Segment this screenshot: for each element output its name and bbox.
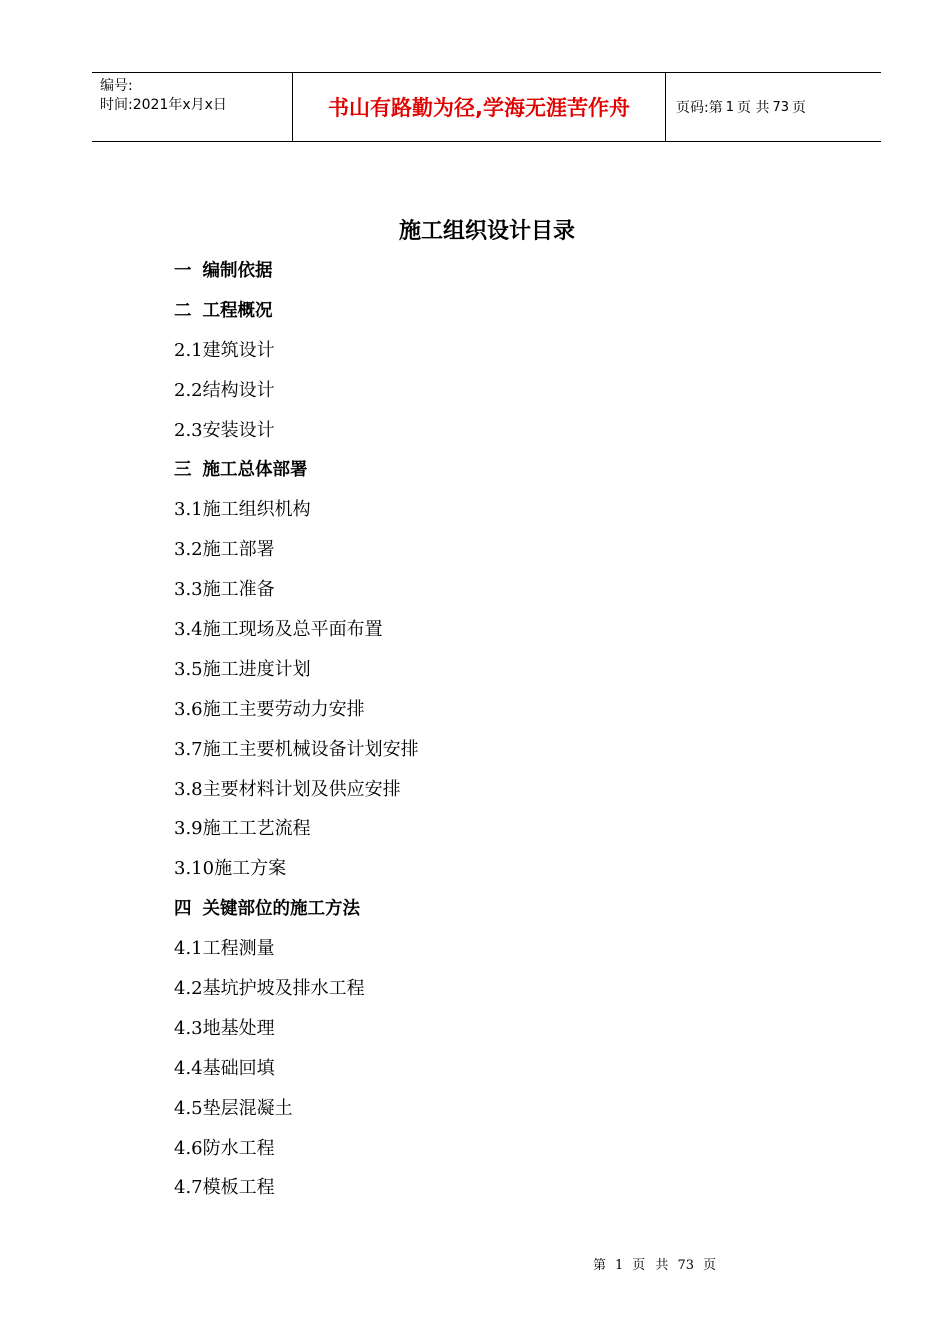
toc-number: 3.10 <box>174 858 215 880</box>
toc-text: 施工方案 <box>214 858 287 880</box>
footer-suffix: 页 <box>702 1258 716 1273</box>
toc-item <box>174 535 419 575</box>
toc-text: 基础回填 <box>202 1057 275 1079</box>
toc-number: 3.9 <box>174 818 203 840</box>
toc-section <box>174 894 419 934</box>
header-page-info <box>666 73 881 141</box>
toc-item <box>174 575 419 615</box>
code-label: 编号: <box>100 78 133 94</box>
toc-number: 2.2 <box>174 379 203 401</box>
footer-mid: 页 共 <box>632 1258 669 1273</box>
toc-item <box>174 735 419 775</box>
toc-number: 4.1 <box>174 938 203 960</box>
toc-number: 4.2 <box>174 978 203 1000</box>
toc-item <box>174 1134 419 1174</box>
toc-item <box>174 1014 419 1054</box>
toc-item <box>174 854 419 894</box>
toc-number: 三 <box>174 460 192 481</box>
toc-number: 4.5 <box>174 1097 203 1119</box>
toc-number: 2.3 <box>174 419 203 441</box>
toc-item <box>174 1173 419 1213</box>
toc-text: 施工主要机械设备计划安排 <box>202 738 419 760</box>
toc-text: 施工准备 <box>202 579 275 601</box>
toc-number: 3.2 <box>174 539 203 561</box>
toc-text: 施工总体部署 <box>202 460 308 481</box>
toc-item <box>174 615 419 655</box>
toc-text: 基坑护坡及排水工程 <box>202 978 365 1000</box>
toc-text: 编制依据 <box>202 261 273 281</box>
toc-text: 防水工程 <box>202 1137 275 1159</box>
toc-text: 建筑设计 <box>202 339 275 361</box>
toc-item <box>174 934 419 974</box>
toc-number: 四 <box>174 899 192 920</box>
toc-number: 4.3 <box>174 1017 203 1039</box>
page-total: 73 <box>772 99 789 115</box>
toc-item <box>174 495 419 535</box>
toc-text: 工程概况 <box>202 300 273 321</box>
footer-page: 1 <box>615 1258 624 1273</box>
table-of-contents <box>174 256 419 1213</box>
toc-section <box>174 455 419 495</box>
toc-text: 垫层混凝土 <box>202 1097 293 1119</box>
toc-section <box>174 256 419 296</box>
toc-text: 关键部位的施工方法 <box>202 899 360 920</box>
toc-number: 3.7 <box>174 738 203 760</box>
toc-item <box>174 974 419 1014</box>
toc-number: 3.1 <box>174 499 203 521</box>
footer-prefix: 第 <box>593 1258 607 1273</box>
toc-text: 安装设计 <box>202 419 275 441</box>
toc-text: 施工主要劳动力安排 <box>202 698 365 720</box>
toc-number: 3.3 <box>174 579 203 601</box>
toc-item <box>174 775 419 815</box>
toc-text: 施工现场及总平面布置 <box>202 619 383 641</box>
toc-text: 地基处理 <box>202 1017 275 1039</box>
toc-number: 4.7 <box>174 1177 203 1199</box>
document-title: 施工组织设计目录 <box>398 219 575 244</box>
toc-number: 二 <box>174 300 192 321</box>
toc-text: 施工进度计划 <box>202 658 311 680</box>
page-number: 1 <box>725 99 734 115</box>
toc-item <box>174 695 419 735</box>
toc-number: 2.1 <box>174 339 203 361</box>
footer-total: 73 <box>677 1258 694 1273</box>
toc-number: 4.4 <box>174 1057 203 1079</box>
toc-item <box>174 1054 419 1094</box>
toc-text: 工程测量 <box>202 938 275 960</box>
toc-text: 施工部署 <box>202 539 275 561</box>
toc-text: 结构设计 <box>202 379 275 401</box>
toc-item <box>174 1094 419 1134</box>
toc-number: 4.6 <box>174 1137 203 1159</box>
toc-text: 主要材料计划及供应安排 <box>202 778 401 800</box>
toc-item <box>174 655 419 695</box>
toc-text: 模板工程 <box>202 1177 275 1199</box>
page-prefix: 页码:第 <box>676 100 723 116</box>
header-meta <box>92 73 293 141</box>
header-motto: 书山有路勤为径,学海无涯苦作舟 <box>293 73 666 141</box>
toc-item <box>174 416 419 456</box>
page-footer <box>593 1254 725 1273</box>
toc-text: 施工组织机构 <box>202 499 311 521</box>
toc-section <box>174 296 419 336</box>
toc-number: 3.6 <box>174 698 203 720</box>
page-suffix: 页 <box>792 100 806 116</box>
toc-item <box>174 336 419 376</box>
time-label: 时间:2021年x月x日 <box>100 97 227 113</box>
toc-number: 3.4 <box>174 619 203 641</box>
page-mid: 页 共 <box>737 100 770 116</box>
toc-item <box>174 814 419 854</box>
toc-text: 施工工艺流程 <box>202 818 311 840</box>
toc-item <box>174 376 419 416</box>
toc-number: 3.5 <box>174 658 203 680</box>
page-header <box>92 72 881 142</box>
toc-number: 3.8 <box>174 778 203 800</box>
toc-number: 一 <box>174 261 192 281</box>
